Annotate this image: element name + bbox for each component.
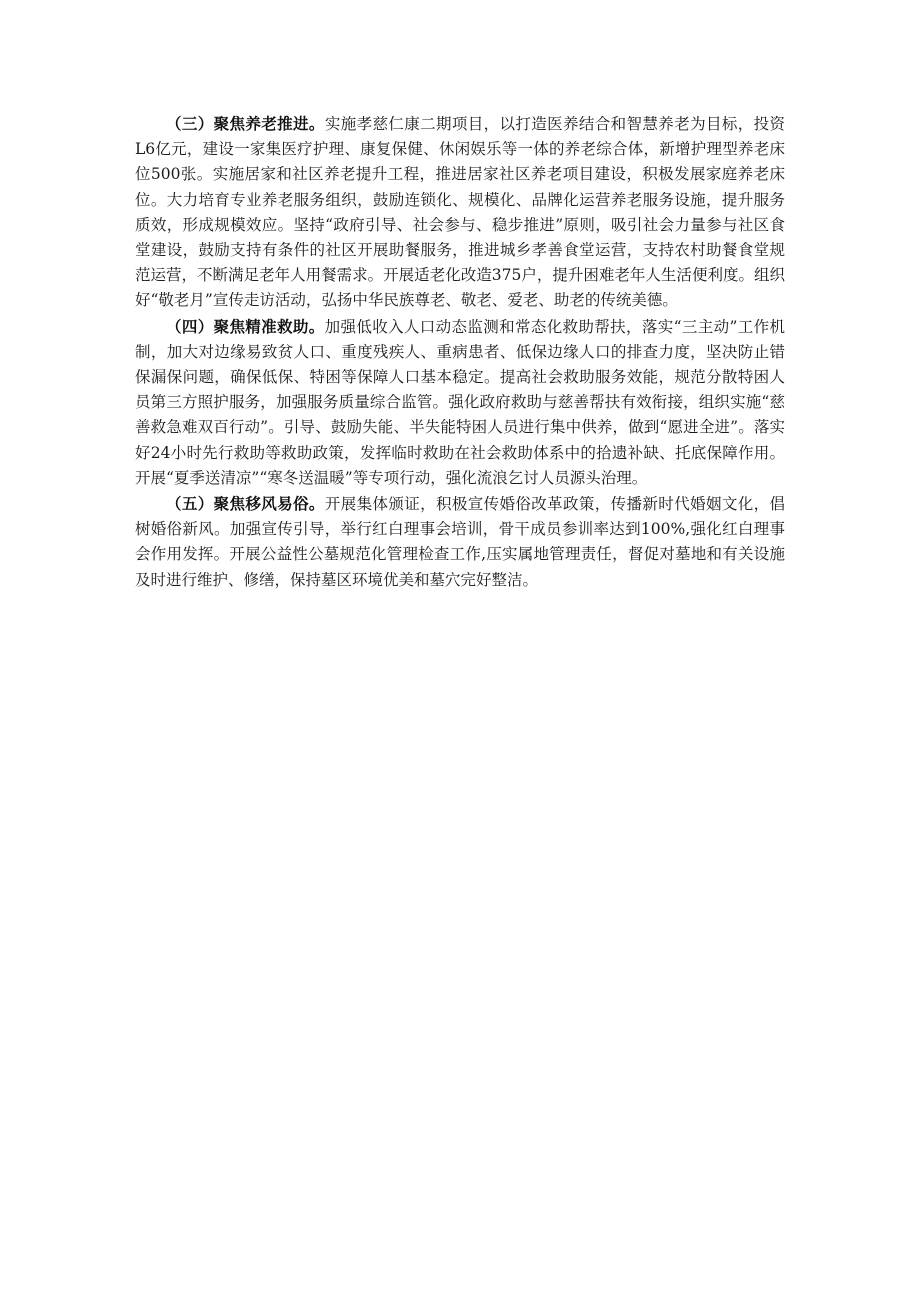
paragraph-precise-relief xyxy=(135,314,785,491)
paragraph-customs-reform xyxy=(135,491,785,593)
paragraph-heading: （四）聚焦精准救助。 xyxy=(166,316,325,336)
paragraph-text: 开展集体颁证，积极宣传婚俗改革政策，传播新时代婚姻文化，倡树婚俗新风。加强宣传引导，举行红白理事会培训，骨干成员参训率达到100%,强化红白理事会作用发挥。开展公益性公墓规范化管理检查工作,压实属地管理责任，督促对墓地和有关设施及时进行维护、修缮，保持墓区环境优美和墓穴完好整洁。 xyxy=(135,495,785,589)
paragraph-elderly-care xyxy=(135,111,785,314)
paragraph-text: 实施孝慈仁康二期项目，以打造医养结合和智慧养老为目标，投资L6亿元，建设一家集医疗护理、康复保健、休闲娱乐等一体的养老综合体，新增护理型养老床位500张。实施居家和社区养老提升工程，推进居家社区养老项目建设，积极发展家庭养老床位。大力培育专业养老服务组织，鼓励连锁化、规模化、品牌化运营养老服务设施，提升服务质效，形成规模效应。坚持“政府引导、社会参与、稳步推进”原则，吸引社会力量参与社区食堂建设，鼓励支持有条件的社区开展助餐服务，推进城乡孝善食堂运营，支持农村助餐食堂规范运营，不断满足老年人用餐需求。开展适老化改造375户，提升困难老年人生活便利度。组织好“敬老月”宣传走访活动，弘扬中华民族尊老、敬老、爱老、助老的传统美德。 xyxy=(135,115,785,310)
paragraph-heading: （五）聚焦移风易俗。 xyxy=(166,494,325,514)
paragraph-heading: （三）聚焦养老推进。 xyxy=(166,114,325,133)
paragraph-text: 加强低收入人口动态监测和常态化救助帮扶，落实“三主动”工作机制，加大对边缘易致贫人口、重度残疾人、重病患者、低保边缘人口的排查力度，坚决防止错保漏保问题，确保低保、特困等保障人口基本稳定。提高社会救助服务效能，规范分散特困人员第三方照护服务，加强服务质量综合监管。强化政府救助与慈善帮扶有效衔接，组织实施“慈善救急难双百行动”。引导、鼓励失能、半失能特困人员进行集中供养，做到“愿进全进”。落实好24小时先行救助等救助政策，发挥临时救助在社会救助体系中的拾遗补缺、托底保障作用。开展“夏季送清凉”“寒冬送温暖”等专项行动，强化流浪乞讨人员源头治理。 xyxy=(135,317,785,487)
document-body xyxy=(135,111,785,593)
